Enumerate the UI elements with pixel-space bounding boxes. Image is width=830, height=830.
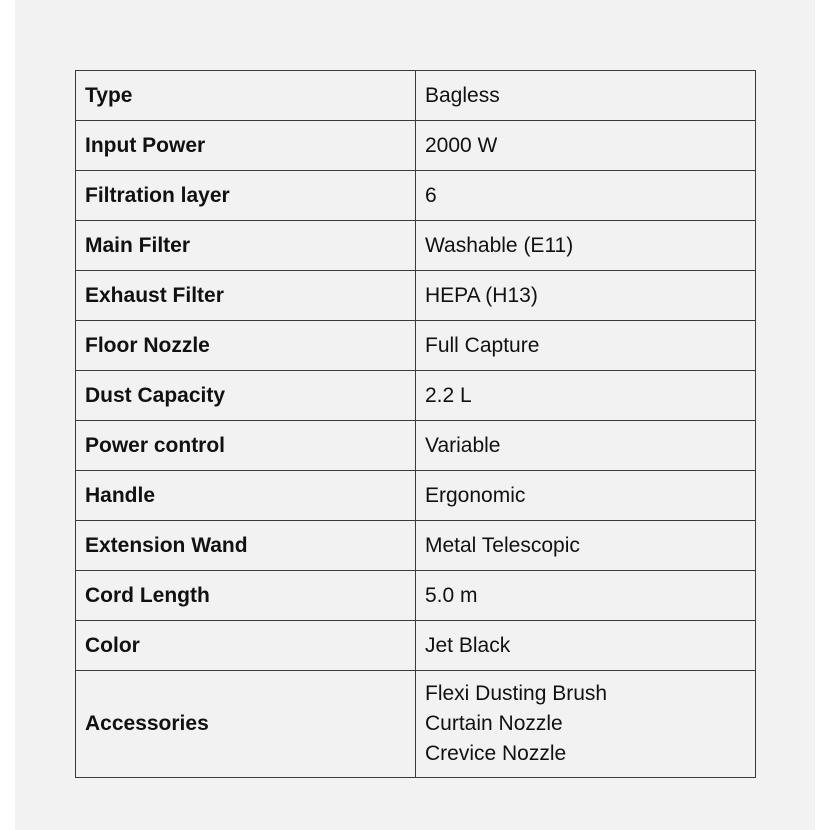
spec-value-input-power: 2000 W bbox=[416, 121, 756, 171]
spec-value-filtration-layer: 6 bbox=[416, 171, 756, 221]
table-row bbox=[76, 421, 756, 471]
accessory-item: Crevice Nozzle bbox=[425, 742, 567, 765]
spec-label-extension-wand: Extension Wand bbox=[76, 521, 416, 571]
table-row bbox=[76, 571, 756, 621]
accessory-item: Flexi Dusting Brush bbox=[425, 682, 608, 705]
table-row bbox=[76, 621, 756, 671]
spec-value-main-filter: Washable (E11) bbox=[416, 221, 756, 271]
table-row bbox=[76, 271, 756, 321]
table-row bbox=[76, 471, 756, 521]
spec-label-dust-capacity: Dust Capacity bbox=[76, 371, 416, 421]
spec-label-floor-nozzle: Floor Nozzle bbox=[76, 321, 416, 371]
spec-label-cord-length: Cord Length bbox=[76, 571, 416, 621]
table-row bbox=[76, 221, 756, 271]
spec-value-extension-wand: Metal Telescopic bbox=[416, 521, 756, 571]
accessory-item: Curtain Nozzle bbox=[425, 712, 563, 735]
specifications-table bbox=[75, 70, 756, 778]
table-row bbox=[76, 171, 756, 221]
table-row bbox=[76, 371, 756, 421]
spec-label-exhaust-filter: Exhaust Filter bbox=[76, 271, 416, 321]
spec-label-type: Type bbox=[76, 71, 416, 121]
spec-value-type: Bagless bbox=[416, 71, 756, 121]
table-row bbox=[76, 521, 756, 571]
spec-value-accessories bbox=[416, 671, 756, 778]
table-row bbox=[76, 121, 756, 171]
spec-label-power-control: Power control bbox=[76, 421, 416, 471]
spec-label-main-filter: Main Filter bbox=[76, 221, 416, 271]
spec-value-exhaust-filter: HEPA (H13) bbox=[416, 271, 756, 321]
table-row bbox=[76, 671, 756, 778]
spec-value-power-control: Variable bbox=[416, 421, 756, 471]
spec-label-accessories: Accessories bbox=[76, 671, 416, 778]
spec-value-handle: Ergonomic bbox=[416, 471, 756, 521]
spec-value-cord-length: 5.0 m bbox=[416, 571, 756, 621]
table-row bbox=[76, 71, 756, 121]
table-row bbox=[76, 321, 756, 371]
spec-label-filtration-layer: Filtration layer bbox=[76, 171, 416, 221]
spec-label-color: Color bbox=[76, 621, 416, 671]
spec-label-input-power: Input Power bbox=[76, 121, 416, 171]
spec-value-dust-capacity: 2.2 L bbox=[416, 371, 756, 421]
spec-value-floor-nozzle: Full Capture bbox=[416, 321, 756, 371]
spec-value-color: Jet Black bbox=[416, 621, 756, 671]
spec-label-handle: Handle bbox=[76, 471, 416, 521]
